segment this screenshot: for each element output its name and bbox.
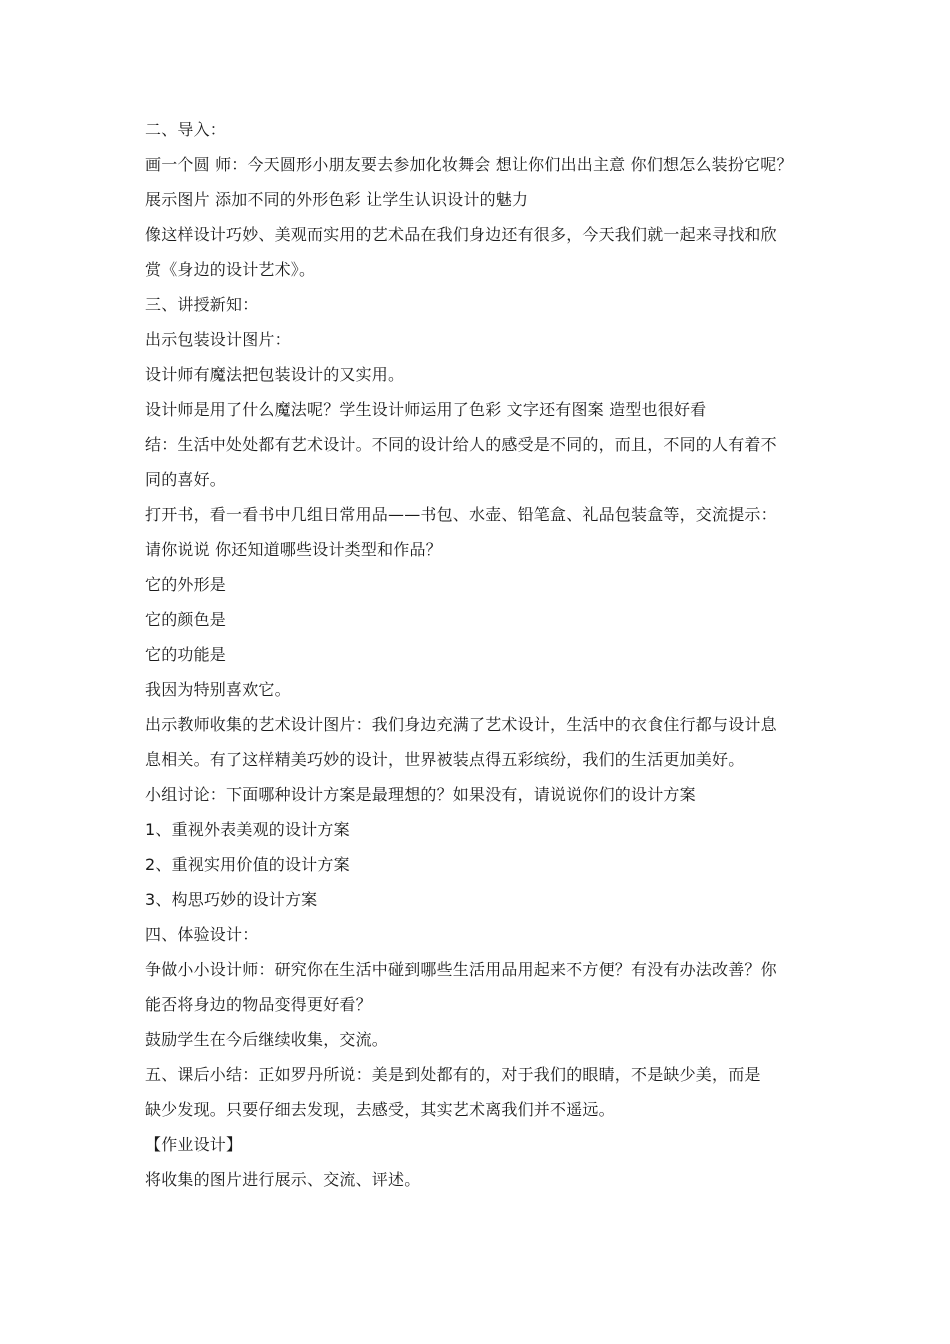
text-line: 设计师是用了什么魔法呢？学生设计师运用了色彩 文字还有图案 造型也很好看 [145,400,707,419]
list-item: 3、构思巧妙的设计方案 [145,890,318,909]
text-line: 画一个圆 师：今天圆形小朋友要去参加化妆舞会 想让你们出出主意 你们想怎么装扮它呢？ [145,155,793,174]
text-line: 像这样设计巧妙、美观而实用的艺术品在我们身边还有很多，今天我们就一起来寻找和欣 [145,225,777,244]
text-line: 结：生活中处处都有艺术设计。不同的设计给人的感受是不同的，而且，不同的人有着不 [145,435,777,454]
text-line: 同的喜好。 [145,470,227,489]
section-heading-summary: 五、课后小结：正如罗丹所说：美是到处都有的，对于我们的眼睛，不是缺少美，而是 [145,1065,761,1084]
list-item: 1、重视外表美观的设计方案 [145,820,350,839]
text-line: 出示教师收集的艺术设计图片：我们身边充满了艺术设计，生活中的衣食住行都与设计息 [145,715,777,734]
text-line: 将收集的图片进行展示、交流、评述。 [145,1170,421,1189]
text-line: 赏《身边的设计艺术》。 [145,260,316,279]
section-heading-homework: 【作业设计】 [145,1135,243,1154]
text-line: 出示包装设计图片： [145,330,291,349]
text-line: 展示图片 添加不同的外形色彩 让学生认识设计的魅力 [145,190,529,209]
text-line: 争做小小设计师：研究你在生活中碰到哪些生活用品用起来不方便？有没有办法改善？你 [145,960,777,979]
text-line: 打开书，看一看书中几组日常用品——书包、水壶、铅笔盒、礼品包装盒等，交流提示： [145,505,777,524]
text-line: 缺少发现。只要仔细去发现，去感受，其实艺术离我们并不遥远。 [145,1100,615,1119]
text-line: 设计师有魔法把包装设计的又实用。 [145,365,405,384]
text-line: 小组讨论：下面哪种设计方案是最理想的？如果没有，请说说你们的设计方案 [145,785,696,804]
text-line: 鼓励学生在今后继续收集，交流。 [145,1030,389,1049]
section-heading-new-knowledge: 三、讲授新知： [145,295,259,314]
list-item: 2、重视实用价值的设计方案 [145,855,350,874]
text-line: 息相关。有了这样精美巧妙的设计，世界被装点得五彩缤纷，我们的生活更加美好。 [145,750,745,769]
section-heading-intro: 二、导入： [145,120,227,139]
text-line: 请你说说 你还知道哪些设计类型和作品？ [145,540,442,559]
text-line: 它的颜色是 [145,610,227,629]
document-body [145,112,813,1197]
section-heading-experience: 四、体验设计： [145,925,259,944]
text-line: 它的功能是 [145,645,227,664]
text-line: 能否将身边的物品变得更好看？ [145,995,372,1014]
text-line: 我因为特别喜欢它。 [145,680,291,699]
text-line: 它的外形是 [145,575,227,594]
